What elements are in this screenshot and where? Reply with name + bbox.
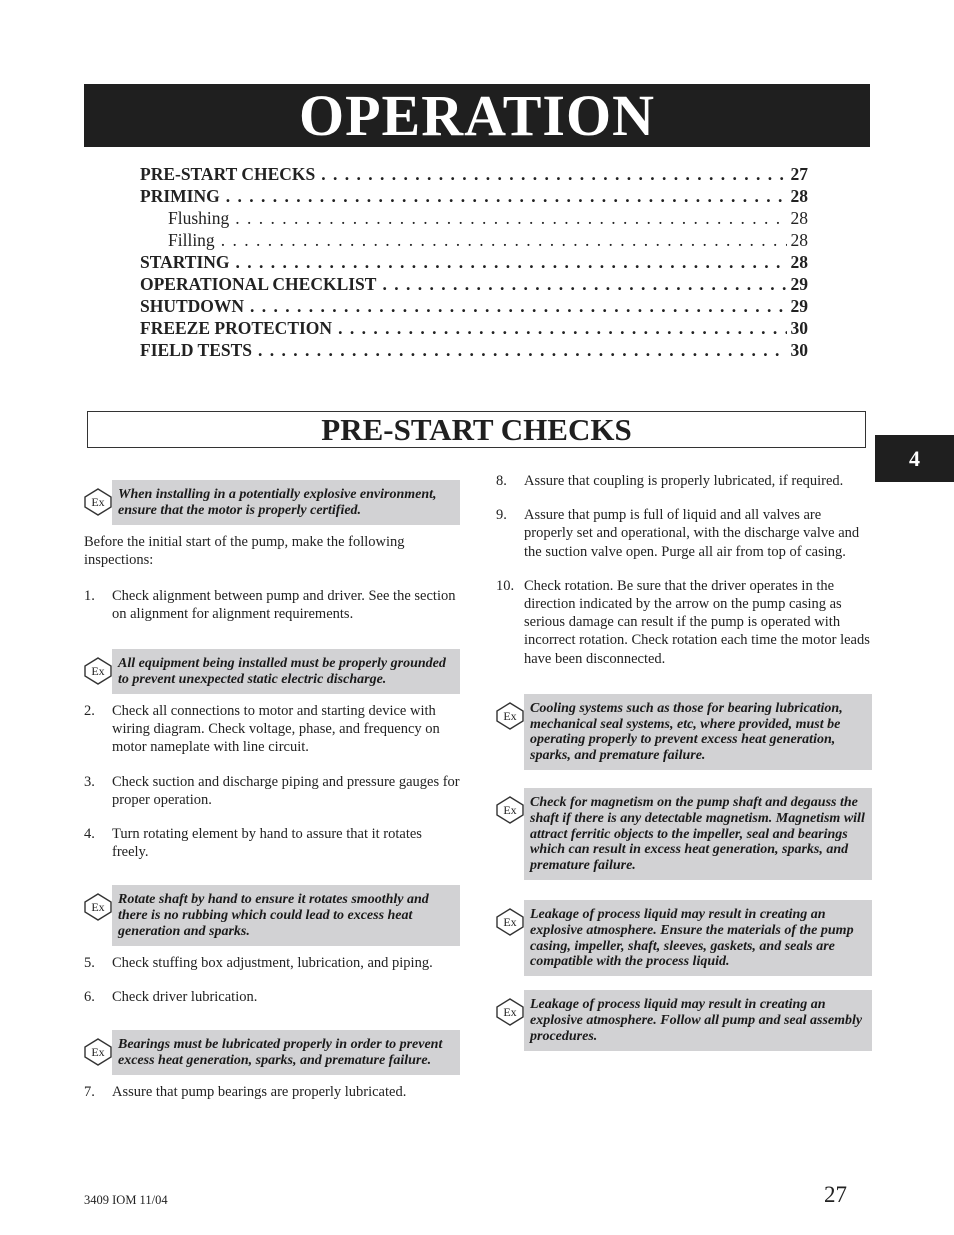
list-item-text: Check stuffing box adjustment, lubrication, and piping. bbox=[112, 954, 433, 971]
list-item-text: Check all connections to motor and starting device with wiring diagram. Check voltage, phase, and frequency on motor nameplate with line circuit. bbox=[112, 703, 440, 756]
toc-leader-dots bbox=[250, 296, 786, 317]
toc-entry-label: PRIMING bbox=[140, 186, 220, 206]
toc-entry bbox=[140, 340, 808, 362]
toc-entry-page: 28 bbox=[790, 230, 808, 250]
ex-explosion-protection-icon bbox=[496, 908, 524, 936]
chapter-tab bbox=[875, 435, 954, 482]
warning-callout bbox=[84, 1030, 460, 1075]
list-item bbox=[84, 1083, 460, 1101]
toc-entry bbox=[140, 252, 808, 274]
ex-explosion-protection-icon bbox=[496, 796, 524, 824]
chapter-title: OPERATION bbox=[299, 82, 655, 148]
warning-text: When installing in a potentially explosive environment, ensure that the motor is properly certified. bbox=[112, 480, 460, 525]
right-column bbox=[496, 472, 872, 1059]
toc-entry-page: 28 bbox=[790, 252, 808, 272]
list-item bbox=[496, 577, 872, 668]
svg-text:Ex: Ex bbox=[503, 803, 517, 818]
list-item-text: Check rotation. Be sure that the driver operates in the direction indicated by the arrow on the pump casing as serious damage can result if the pump is operated with incorrect rotation. Check rotation each time the motor leads have been disconnected. bbox=[524, 577, 870, 667]
ex-explosion-protection-icon bbox=[84, 657, 112, 685]
svg-text:Ex: Ex bbox=[91, 1045, 105, 1060]
list-item-number: 1. bbox=[84, 588, 95, 604]
list-item-number: 3. bbox=[84, 773, 95, 790]
list-item bbox=[84, 587, 460, 623]
svg-text:Ex: Ex bbox=[503, 915, 517, 929]
ex-explosion-protection-icon bbox=[496, 998, 524, 1026]
list-item-text: Assure that pump bearings are properly lubricated. bbox=[112, 1083, 407, 1100]
warning-callout bbox=[496, 788, 872, 880]
toc-entry-label: OPERATIONAL CHECKLIST bbox=[140, 274, 377, 294]
warning-text: Cooling systems such as those for bearing lubrication, mechanical seal systems, etc, where provided, must be operating properly to prevent excess heat generation, sparks, and premature failure. bbox=[524, 694, 872, 770]
list-item-text: Check suction and discharge piping and pressure gauges for proper operation. bbox=[112, 773, 460, 808]
toc-entry-page: 30 bbox=[790, 318, 808, 338]
warning-text: Check for magnetism on the pump shaft and degauss the shaft if there is any detectable magnetism. Magnetism will attract ferritic objects to the impeller, seal and bearings which can result in excess heat generation, sparks, and premature failure. bbox=[524, 788, 872, 880]
toc-leader-dots bbox=[221, 230, 787, 251]
toc-leader-dots bbox=[235, 208, 786, 229]
chapter-banner bbox=[84, 84, 870, 147]
toc-entry-page: 29 bbox=[790, 274, 808, 294]
warning-text: Leakage of process liquid may result in creating an explosive atmosphere. Ensure the materials of the pump casing, impeller, shaft, sleeves, gaskets, and seals are compatible with the process liquid. bbox=[524, 900, 872, 976]
list-item-number: 10. bbox=[496, 577, 515, 594]
table-of-contents bbox=[140, 164, 808, 362]
chapter-tab-label: 4 bbox=[909, 445, 920, 471]
toc-entry bbox=[140, 318, 808, 340]
ex-explosion-protection-icon bbox=[84, 488, 112, 516]
toc-entry-label: Flushing bbox=[168, 208, 230, 228]
toc-entry-label: FREEZE PROTECTION bbox=[140, 318, 333, 338]
warning-callout bbox=[84, 885, 460, 945]
list-item-number: 7. bbox=[84, 1083, 95, 1100]
toc-leader-dots bbox=[226, 186, 787, 207]
toc-entry-page: 30 bbox=[790, 340, 808, 360]
toc-entry-label: STARTING bbox=[140, 252, 230, 272]
svg-text:Ex: Ex bbox=[503, 708, 517, 723]
list-item-text: Assure that coupling is properly lubricated, if required. bbox=[524, 473, 844, 489]
list-item-number: 4. bbox=[84, 826, 95, 843]
toc-leader-dots bbox=[258, 340, 786, 361]
toc-entry-page: 29 bbox=[790, 296, 808, 316]
toc-entry-label: Filling bbox=[168, 230, 215, 250]
section-title: PRE-START CHECKS bbox=[321, 411, 632, 447]
toc-entry bbox=[140, 296, 808, 318]
toc-entry-label: SHUTDOWN bbox=[140, 296, 245, 316]
document-code: 3409 IOM 11/04 bbox=[84, 1193, 168, 1207]
toc-entry bbox=[140, 164, 808, 186]
toc-leader-dots bbox=[236, 252, 787, 273]
list-item-number: 8. bbox=[496, 473, 507, 489]
list-item bbox=[84, 988, 460, 1006]
warning-callout bbox=[84, 480, 460, 525]
toc-leader-dots bbox=[338, 318, 786, 339]
list-item-text: Check alignment between pump and driver. See the section on alignment for alignment requirements. bbox=[112, 588, 456, 623]
warning-callout bbox=[496, 900, 872, 976]
svg-text:Ex: Ex bbox=[91, 495, 105, 509]
list-item-number: 6. bbox=[84, 989, 95, 1006]
warning-callout bbox=[496, 990, 872, 1050]
list-item-text: Turn rotating element by hand to assure that it rotates freely. bbox=[112, 826, 422, 861]
left-column bbox=[84, 480, 460, 1117]
toc-entry-label: FIELD TESTS bbox=[140, 340, 253, 360]
intro-paragraph: Before the initial start of the pump, make the following inspections: bbox=[84, 533, 405, 568]
toc-entry-label: PRE-START CHECKS bbox=[140, 164, 316, 184]
ex-explosion-protection-icon bbox=[84, 1038, 112, 1066]
list-item bbox=[84, 954, 460, 972]
warning-text: Bearings must be lubricated properly in order to prevent excess heat generation, sparks, and premature failure. bbox=[112, 1030, 460, 1075]
toc-entry-page: 27 bbox=[790, 164, 808, 184]
list-item-text: Check driver lubrication. bbox=[112, 989, 258, 1006]
list-item bbox=[84, 773, 460, 809]
warning-text: Leakage of process liquid may result in creating an explosive atmosphere. Follow all pump and seal assembly procedures. bbox=[524, 990, 872, 1050]
toc-entry bbox=[140, 274, 808, 296]
list-item bbox=[496, 506, 872, 561]
list-item-number: 9. bbox=[496, 507, 507, 524]
ex-explosion-protection-icon bbox=[84, 893, 112, 921]
list-item bbox=[84, 702, 460, 757]
list-item bbox=[84, 825, 460, 861]
toc-entry bbox=[140, 230, 808, 252]
toc-entry-page: 28 bbox=[790, 208, 808, 228]
list-item-text: Assure that pump is full of liquid and all valves are properly set and operational, with the discharge valve and the suction valve open. Purge all air from top of casing. bbox=[524, 507, 860, 560]
ex-explosion-protection-icon bbox=[496, 702, 524, 730]
warning-text: All equipment being installed must be properly grounded to prevent unexpected static electric discharge. bbox=[112, 649, 460, 694]
svg-text:Ex: Ex bbox=[503, 1005, 517, 1020]
toc-leader-dots bbox=[321, 164, 786, 185]
list-item-number: 5. bbox=[84, 954, 95, 971]
page-number: 27 bbox=[824, 1182, 847, 1207]
warning-callout bbox=[84, 649, 460, 694]
warning-callout bbox=[496, 694, 872, 770]
svg-text:Ex: Ex bbox=[91, 664, 105, 679]
section-heading-box bbox=[87, 411, 866, 448]
list-item bbox=[496, 472, 872, 490]
toc-entry bbox=[140, 186, 808, 208]
svg-text:Ex: Ex bbox=[91, 900, 105, 915]
warning-text: Rotate shaft by hand to ensure it rotates smoothly and there is no rubbing which could lead to excess heat generation and sparks. bbox=[112, 885, 460, 945]
toc-entry bbox=[140, 208, 808, 230]
toc-entry-page: 28 bbox=[790, 186, 808, 206]
list-item-number: 2. bbox=[84, 703, 95, 719]
toc-leader-dots bbox=[382, 274, 786, 295]
